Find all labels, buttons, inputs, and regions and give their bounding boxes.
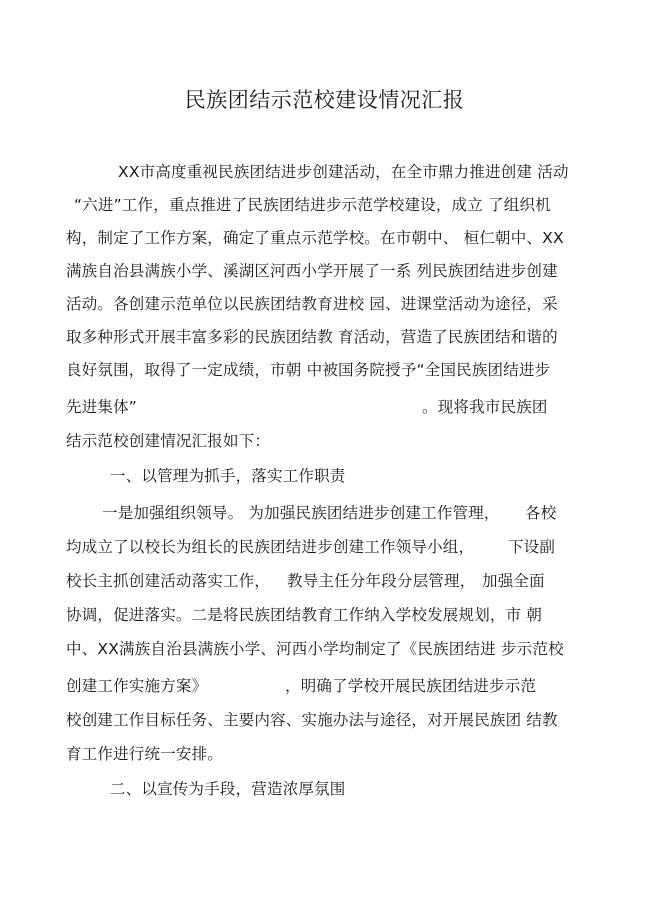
body-line: 加强全面 bbox=[482, 572, 545, 590]
body-line: 下设副 bbox=[508, 538, 556, 556]
document-title: 民族团结示范校建设情况汇报 bbox=[184, 88, 465, 112]
body-line: “六进”工作，重点推进了民族团结进步示范学校建设，成立 了组织机 bbox=[74, 196, 551, 214]
body-line: 构，制定了工作方案，确定了重点示范学校。在市朝中、 桓仁朝中、XX bbox=[66, 229, 564, 247]
body-line: 一是加强组织领导。 为加强民族团结进步创建工作管理， bbox=[102, 504, 500, 522]
body-line: 协调，促进落实。二是将民族团结教育工作纳入学校发展规划，市 朝 bbox=[66, 606, 543, 624]
body-line: 先进集体” bbox=[66, 398, 138, 416]
body-line: 创建工作实施方案》 bbox=[66, 677, 208, 695]
section-heading: 一、以管理为抓手，落实工作职责 bbox=[110, 467, 346, 485]
body-line: 均成立了以校长为组长的民族团结进步创建工作领导小组， bbox=[66, 538, 475, 556]
body-line: XX市高度重视民族团结进步创建活动，在全市鼎力推进创建 活动 bbox=[118, 163, 569, 181]
body-line: 教导主任分年段分层管理， bbox=[287, 572, 476, 590]
section-heading: 二、以宣传为手段，营造浓厚氛围 bbox=[110, 780, 346, 798]
body-line: 良好氛围，取得了一定成绩，市朝 中被国务院授予“全国民族团结进步 bbox=[66, 361, 551, 379]
body-line: 。现将我市民族团 bbox=[422, 398, 548, 416]
body-line: 校长主抓创建活动落实工作， bbox=[66, 572, 271, 590]
body-line: 活动。各创建示范单位以民族团结教育进校 园、进课堂活动为途径，采 bbox=[66, 295, 558, 313]
body-line: 育工作进行统一安排。 bbox=[66, 745, 224, 763]
body-line: 各校 bbox=[525, 504, 557, 522]
body-line: 中、XX满族自治县满族小学、河西小学均制定了《民族团结进 步示范校 bbox=[66, 640, 564, 658]
body-line: ，明确了学校开展民族团结进步示范 bbox=[285, 677, 537, 695]
body-line: 满族自治县满族小学、溪湖区河西小学开展了一系 列民族团结进步创建 bbox=[66, 262, 558, 280]
body-line: 校创建工作目标任务、主要内容、实施办法与途径，对开展民族团 结教 bbox=[66, 711, 558, 729]
body-line: 取多种形式开展丰富多彩的民族团结教 育活动，营造了民族团结和谐的 bbox=[66, 328, 558, 346]
body-line: 结示范校创建情况汇报如下： bbox=[66, 432, 271, 450]
